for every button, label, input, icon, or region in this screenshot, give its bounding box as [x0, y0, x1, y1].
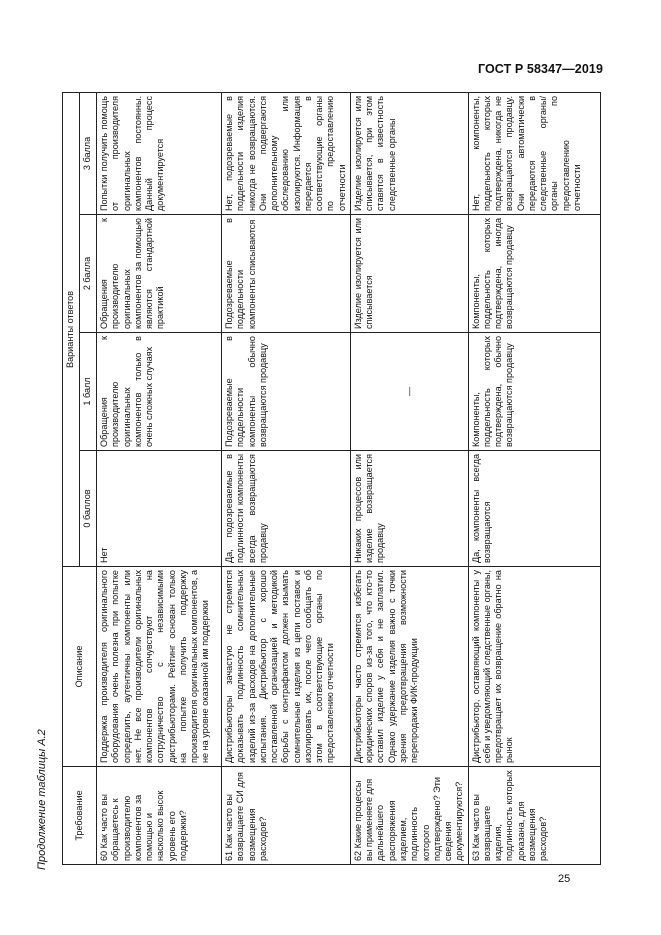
- cell-score-3: Нет, компоненты, поддельность которых подтверждена, никогда не возвращаются продавцу. Они автоматически передаются в следственные органы/органы по предоставлению отчетности: [468, 92, 600, 214]
- cell-score-3: Попытки получить помощь от производителя оригинальных компонентов постоянны. Данный процесс документируется: [97, 92, 222, 214]
- cell-score-2: Изделие изолируется или списывается: [350, 215, 468, 333]
- cell-score-2: Подозреваемые в поддельности компоненты списываются: [222, 215, 351, 333]
- cell-score-0: Нет: [97, 451, 222, 567]
- table-row: [468, 92, 600, 864]
- cell-score-0: Да, компоненты всегда возвращаются: [468, 451, 600, 567]
- cell-score-3: Изделие изолируется или списывается, при этом ставятся в известность следственные органы: [350, 92, 468, 214]
- col-header-answer-options: Варианты ответов: [63, 92, 80, 566]
- cell-score-0: Никаких процессов или изделие возвращается продавцу: [350, 451, 468, 567]
- cell-description: Поддержка производителя оригинального оборудования очень полезна при попытке определить, аутентичны компоненты или нет. Не все производители оригинальных компонентов сопчувствуют на сотрудничество с независимыми дистрибьюторами. Рейтинг основан только на попытке получить поддержку производителя оригинальных компонентов, а не на уровне оказанной им поддержки: [97, 567, 222, 767]
- table-row: [350, 92, 468, 864]
- col-header-score-1: 1 балл: [80, 333, 97, 451]
- col-header-score-2: 2 балла: [80, 215, 97, 333]
- cell-score-1: Компоненты, поддельность которых подтверждена, обычно возвращаются продавцу: [468, 333, 600, 451]
- cell-description: Дистрибьюторы часто стремятся избегать юридических споров из-за того, что кто-то оставил изделие у себя и не заплатил. Однако удержание изделия важно с точки зрения предотвращения возможности перепродажи ФИК-продукции: [350, 567, 468, 767]
- cell-score-0: Да, подозреваемые в подлинности компоненты всегда возвращаются продавцу: [222, 451, 351, 567]
- rotated-table-container: [62, 93, 586, 865]
- cell-requirement: 63 Как часто вы возвращаете изделия, подлинность которых доказана, для возмещения расходов?: [468, 767, 600, 865]
- table-caption: Продолжение таблицы А.2: [36, 729, 48, 870]
- header-row-1: [63, 92, 80, 864]
- cell-score-1: —: [350, 333, 468, 451]
- col-header-requirement: Требование: [63, 767, 97, 865]
- cell-description: Дистрибьюторы зачастую не стремятся доказывать подлинность сомнительных изделий из-за расходов на дополнительные испытания. Дистрибьютор с хорошо поставленной организацией и методикой борьбы с контрафактом должен изымать сомнительные изделия из цепи поставок и изолировать их, после чего сообщать об этом в соответствующие органы по предоставлению отчетности: [222, 567, 351, 767]
- col-header-description: Описание: [63, 567, 97, 767]
- cell-score-2: Обращения к производителю оригинальных компонентов за помощью являются стандартной практикой: [97, 215, 222, 333]
- cell-description: Дистрибьютор, оставляющий компоненты у себя и уведомляющий следственные органы, предотвращает их возвращение обратно на рынок: [468, 567, 600, 767]
- standard-designation: ГОСТ Р 58347—2019: [477, 62, 603, 76]
- table-row: [97, 92, 222, 864]
- cell-requirement: 62 Какие процессы вы применяете для дальнейшего распоряжения изделием, подлинность которого подтверждено? Эти сведения документируются?: [350, 767, 468, 865]
- cell-requirement: 60 Как часто вы обращаетесь к производителю компонентов за помощью и насколько высок уровень его поддержки?: [97, 767, 222, 865]
- cell-score-2: Компоненты, поддельность которых подтверждена, иногда возвращаются продавцу: [468, 215, 600, 333]
- col-header-score-0: 0 баллов: [80, 451, 97, 567]
- requirements-table: [62, 92, 601, 865]
- cell-score-1: Обращения к производителю оригинальных компонентов только в очень сложных случаях: [97, 333, 222, 451]
- cell-score-3: Нет, подозреваемые в поддельности изделия никогда не возвращаются. Они подвергаются дополнительному обследованию или изолируются. Информация передается в соответствующие органы по предоставлению отчетности: [222, 92, 351, 214]
- table-row: [222, 92, 351, 864]
- cell-requirement: 61 Как часто вы возвращаете СИ для возмещения расходов?: [222, 767, 351, 865]
- page-number: 25: [558, 873, 571, 885]
- col-header-score-3: 3 балла: [80, 92, 97, 214]
- cell-score-1: Подозреваемые в поддельности компоненты обычно возвращаются продавцу: [222, 333, 351, 451]
